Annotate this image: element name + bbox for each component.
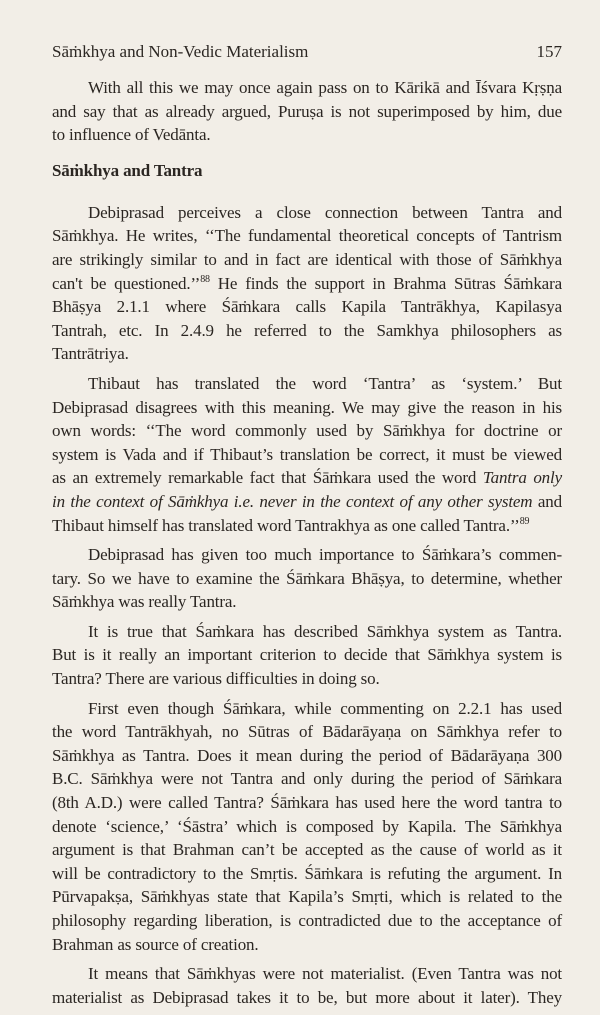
paragraph — [52, 962, 562, 1009]
running-header — [52, 41, 562, 63]
text-line — [52, 319, 562, 343]
text-run: With all this we may once again pass on to Kārikā and Īśvara Kṛṣṇa — [88, 78, 562, 97]
text-run: Bhāṣya 2.1.1 where Śāṁkara calls Kapila Tantrākhya, Kapilasya — [52, 297, 562, 317]
footnote-marker: 89 — [519, 515, 530, 527]
text-run: Brahman as source of creation. — [52, 934, 259, 954]
paragraph — [52, 372, 562, 537]
paragraph — [52, 697, 562, 957]
paragraph — [52, 543, 562, 614]
text-run: can't be questioned.’’ — [52, 273, 201, 293]
text-run: B.C. Sāṁkhya were not Tantra and only during the period of Sāṁkara — [52, 769, 562, 789]
text-run: will be contradictory to the Smṛtis. Śāṁkara is refuting the argument. In — [52, 863, 562, 883]
text-run: materialist as Debiprasad takes it to be, but more about it later). They — [52, 987, 562, 1007]
text-line — [52, 909, 562, 933]
text-line — [52, 295, 562, 319]
footnote-marker: 88 — [200, 273, 210, 285]
text-run: to influence of Vedānta. — [52, 125, 211, 145]
page-number: 157 — [536, 42, 562, 61]
text-line — [52, 123, 562, 147]
text-run: It is true that Śaṁkara has described Sāṁkhya system as Tantra. — [88, 621, 562, 641]
text-run: philosophy regarding liberation, is contradicted due to the acceptance of — [52, 911, 562, 930]
text-run: own words: ‘‘The word commonly used by Sāṁkhya for doctrine or — [52, 421, 562, 441]
text-run: Sāṁkhya. He writes, ‘‘The fundamental theoretical concepts of Tantrism — [52, 226, 562, 246]
text-line — [52, 419, 562, 443]
text-line — [52, 815, 562, 839]
text-run: as an extremely remarkable fact that Śāṁkara used the word — [52, 468, 483, 488]
text-line — [52, 224, 562, 248]
text-run: He finds the support in Brahma Sūtras Śāṁkara — [209, 273, 562, 293]
text-run: are strikingly similar to and in fact are identical with those of Sāṁkhya — [52, 249, 562, 269]
text-run: Debiprasad disagrees with this meaning. We may give the reason in his — [52, 397, 562, 417]
text-line — [52, 372, 562, 396]
text-run: and say that as already argued, Puruṣa is not superimposed by him, due — [52, 101, 562, 121]
text-run: tary. So we have to examine the Śāṁkara Bhāṣya, to determine, whether — [52, 568, 562, 588]
text-line — [52, 643, 562, 667]
text-run: First even though Śāṁkara, while commenting on 2.2.1 has used — [88, 698, 562, 718]
text-run: Thibaut has translated the word ‘Tantra’ as ‘system.’ But — [88, 373, 562, 393]
text-line — [52, 620, 562, 644]
text-run: But is it really an important criterion to decide that Sāṁkhya system is — [52, 645, 562, 665]
text-run: Tantrātriya. — [52, 344, 129, 364]
text-line — [52, 590, 562, 614]
text-line — [52, 342, 562, 366]
paragraph — [52, 201, 562, 366]
text-run: Debiprasad has given too much importance to Śāṁkara’s commen- — [88, 545, 562, 565]
paragraph — [52, 76, 562, 147]
text-run: Sāṁkhya was really Tantra. — [52, 592, 237, 612]
text-line — [52, 744, 562, 768]
text-line — [52, 838, 562, 862]
text-line — [52, 986, 562, 1010]
text-line — [52, 76, 562, 100]
text-line — [52, 862, 562, 886]
text-line — [52, 201, 562, 225]
italic-text: in the context of Sāṁkhya i.e. never in the context of any other system — [52, 491, 533, 511]
text-line — [52, 720, 562, 744]
text-run: denote ‘science,’ ‘Śāstra’ which is composed by Kapila. The Sāṁkhya — [52, 816, 562, 836]
text-line — [52, 791, 562, 815]
text-line — [52, 543, 562, 567]
text-line — [52, 667, 562, 691]
text-line — [52, 396, 562, 420]
italic-text: Tantra only — [482, 468, 562, 488]
text-run: argument is that Brahman can’t be accepted as the cause of world as it — [52, 840, 562, 860]
text-line — [52, 100, 562, 124]
text-line — [52, 962, 562, 986]
text-run: system is Vada and if Thibaut’s translation be correct, it must be viewed — [52, 444, 562, 464]
text-run: Tantrah, etc. In 2.4.9 he referred to the Samkhya philosophers as — [52, 320, 562, 340]
text-run: Tantra? There are various difficulties in doing so. — [52, 669, 380, 689]
text-run: Pūrvapakṣa, Sāṁkhyas state that Kapila’s Smṛti, which is related to the — [52, 887, 562, 907]
text-line — [52, 933, 562, 957]
text-line — [52, 767, 562, 791]
running-title: Sāṁkhya and Non-Vedic Materialism — [52, 42, 309, 61]
text-run: It means that Sāṁkhyas were not materialist. (Even Tantra was not — [88, 964, 562, 984]
text-line — [52, 490, 562, 514]
text-line — [52, 272, 562, 296]
text-line — [52, 697, 562, 721]
paragraph — [52, 620, 562, 691]
text-run: the word Tantrākhyah, no Sūtras of Bādarāyaṇa on Sāṁkhya refer to — [52, 722, 562, 742]
text-line — [52, 567, 562, 591]
text-line — [52, 466, 562, 490]
section-heading: Sāṁkhya and Tantra — [52, 160, 203, 180]
text-line — [52, 443, 562, 467]
text-line — [52, 885, 562, 909]
text-run: Thibaut himself has translated word Tantrakhya as one called Tantra.’’ — [52, 515, 520, 535]
text-line — [52, 514, 562, 538]
text-run: (8th A.D.) were called Tantra? Śāṁkara has used here the word tantra to — [52, 793, 562, 813]
text-run: Debiprasad perceives a close connection between Tantra and — [88, 202, 562, 222]
text-run: and — [532, 491, 562, 511]
text-run: Sāṁkhya as Tantra. Does it mean during the period of Bādarāyaṇa 300 — [52, 745, 562, 765]
text-line — [52, 248, 562, 272]
page-body — [52, 76, 562, 1015]
